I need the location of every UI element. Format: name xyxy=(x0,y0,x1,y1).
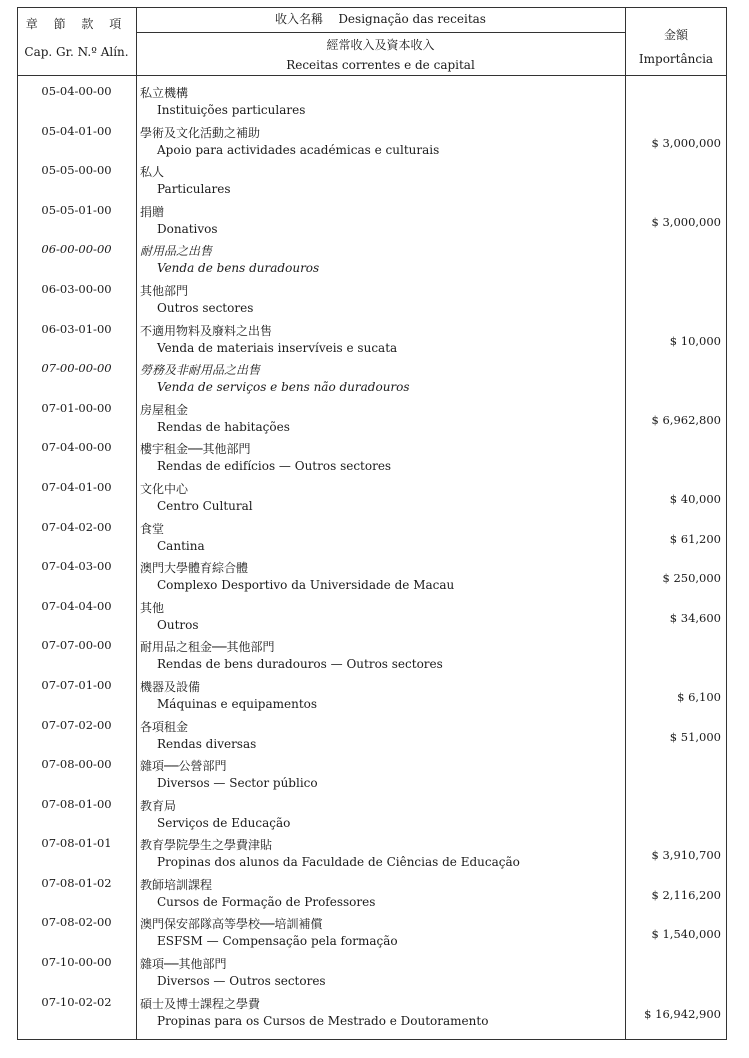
code-header-pt: Cap. Gr. N.º Alín. xyxy=(24,45,129,59)
table-row xyxy=(17,755,727,795)
row-amount: $ 1,540,000 xyxy=(651,927,721,942)
row-designation-pt: Diversos — Outros sectores xyxy=(157,974,326,989)
designation-header-zh: 收入名稱 xyxy=(275,12,324,26)
subheader-zh: 經常收入及資本收入 xyxy=(326,38,435,52)
row-designation-zh: 文化中心 xyxy=(140,481,189,496)
row-designation-pt: Outros sectores xyxy=(157,300,254,315)
amount-header-pt: Importância xyxy=(638,52,714,66)
row-code: 07-07-00-00 xyxy=(41,638,112,653)
header-bottom-rule xyxy=(17,75,727,76)
revenue-rows xyxy=(17,82,727,1032)
row-designation-pt: Venda de materiais inservíveis e sucata xyxy=(157,340,398,355)
row-designation-zh: 捐贈 xyxy=(140,204,165,219)
row-designation-pt: Propinas para os Cursos de Mestrado e Doutoramento xyxy=(157,1013,489,1028)
table-row xyxy=(17,122,727,162)
row-designation-pt: Máquinas e equipamentos xyxy=(157,696,318,711)
row-designation-zh: 碩士及博士課程之學費 xyxy=(140,996,261,1011)
designation-header-pt: Designação das receitas xyxy=(338,12,486,26)
row-code: 07-08-01-01 xyxy=(41,836,112,851)
row-amount: $ 3,910,700 xyxy=(651,848,721,863)
row-code: 05-05-00-00 xyxy=(41,163,112,178)
row-designation-pt: Diversos — Sector público xyxy=(157,776,318,791)
row-code: 07-07-01-00 xyxy=(41,677,112,692)
row-designation-zh: 勞務及非耐用品之出售 xyxy=(140,363,261,378)
row-code: 07-10-02-02 xyxy=(41,994,112,1009)
table-row xyxy=(17,953,727,993)
row-code: 07-08-01-02 xyxy=(41,875,112,890)
row-designation-zh: 澳門保安部隊高等學校──培訓補償 xyxy=(140,917,323,932)
row-code: 07-08-02-00 xyxy=(41,915,112,930)
row-designation-zh: 食堂 xyxy=(140,521,165,536)
row-code: 07-01-00-00 xyxy=(41,400,112,415)
row-amount: $ 51,000 xyxy=(669,729,721,744)
table-row xyxy=(17,557,727,597)
row-code: 06-00-00-00 xyxy=(41,242,112,257)
row-designation-pt: Venda de serviços e bens não duradouros xyxy=(157,380,410,395)
row-designation-zh: 耐用品之租金──其他部門 xyxy=(140,640,275,655)
row-designation-zh: 教師培訓課程 xyxy=(140,877,213,892)
row-code: 07-04-02-00 xyxy=(41,519,112,534)
row-designation-pt: Instituições particulares xyxy=(157,103,306,117)
table-row xyxy=(17,597,727,637)
row-designation-zh: 教育局 xyxy=(140,798,177,813)
row-code: 05-04-00-00 xyxy=(41,84,112,98)
row-code: 07-08-01-00 xyxy=(41,796,112,811)
row-code: 07-08-00-00 xyxy=(41,757,112,772)
table-row xyxy=(17,795,727,835)
row-amount: $ 40,000 xyxy=(669,491,721,506)
row-designation-zh: 機器及設備 xyxy=(140,679,201,694)
row-code: 07-04-04-00 xyxy=(41,598,112,613)
row-amount: $ 6,962,800 xyxy=(651,412,721,427)
row-designation-pt: Donativos xyxy=(157,221,218,236)
row-designation-zh: 不適用物料及廢料之出售 xyxy=(140,323,273,338)
row-code: 07-00-00-00 xyxy=(41,361,112,376)
row-designation-pt: Particulares xyxy=(157,182,231,197)
row-designation-zh: 私人 xyxy=(140,165,165,180)
row-code: 05-04-01-00 xyxy=(41,123,112,138)
row-amount: $ 10,000 xyxy=(669,333,721,348)
table-row xyxy=(17,359,727,399)
row-designation-pt: Outros xyxy=(157,617,199,632)
table-row xyxy=(17,399,727,439)
table-row xyxy=(17,438,727,478)
table-row xyxy=(17,518,727,558)
row-designation-zh: 私立機構 xyxy=(140,86,189,100)
table-row xyxy=(17,240,727,280)
row-designation-pt: Venda de bens duradouros xyxy=(157,261,320,276)
row-designation-pt: Complexo Desportivo da Universidade de Macau xyxy=(157,578,455,593)
table-row xyxy=(17,320,727,360)
row-code: 07-07-02-00 xyxy=(41,717,112,732)
row-designation-pt: Rendas de edifícios — Outros sectores xyxy=(157,459,392,474)
row-designation-zh: 其他部門 xyxy=(140,283,189,298)
row-code: 07-10-00-00 xyxy=(41,955,112,970)
row-amount: $ 2,116,200 xyxy=(651,887,721,902)
row-designation-pt: Serviços de Educação xyxy=(157,815,291,830)
subheader-pt: Receitas correntes e de capital xyxy=(286,58,475,72)
row-code: 06-03-01-00 xyxy=(41,321,112,336)
table-row xyxy=(17,201,727,241)
row-designation-pt: Rendas de bens duradouros — Outros sectores xyxy=(157,657,443,672)
table-row xyxy=(17,161,727,201)
row-code: 05-05-01-00 xyxy=(41,202,112,217)
row-designation-zh: 其他 xyxy=(140,600,165,615)
designation-header xyxy=(136,12,625,26)
row-designation-zh: 房屋租金 xyxy=(140,402,189,417)
row-designation-zh: 雜項──其他部門 xyxy=(140,957,227,972)
row-designation-zh: 各項租金 xyxy=(140,719,189,734)
row-amount: $ 16,942,900 xyxy=(644,1006,721,1021)
row-designation-pt: Rendas diversas xyxy=(157,736,257,751)
row-designation-pt: Cursos de Formação de Professores xyxy=(157,894,376,909)
table-row xyxy=(17,478,727,518)
table-row xyxy=(17,834,727,874)
row-amount: $ 6,100 xyxy=(677,689,721,704)
row-amount: $ 34,600 xyxy=(669,610,721,625)
code-header-zh: 章 節 款 項 xyxy=(25,17,128,31)
table-row xyxy=(17,716,727,756)
row-designation-zh: 澳門大學體育綜合體 xyxy=(140,561,249,576)
row-designation-pt: Rendas de habitações xyxy=(157,419,290,434)
row-designation-pt: Propinas dos alunos da Faculdade de Ciências de Educação xyxy=(157,855,520,870)
amount-header-zh: 金額 xyxy=(663,28,688,42)
table-row xyxy=(17,913,727,953)
table-row xyxy=(17,280,727,320)
row-code: 07-04-01-00 xyxy=(41,479,112,494)
row-amount: $ 3,000,000 xyxy=(651,135,721,150)
table-row xyxy=(17,82,727,122)
row-designation-zh: 學術及文化活動之補助 xyxy=(140,125,261,140)
table-row xyxy=(17,874,727,914)
row-designation-zh: 樓宇租金──其他部門 xyxy=(140,442,251,457)
table-row xyxy=(17,676,727,716)
row-code: 07-04-00-00 xyxy=(41,440,112,455)
row-designation-pt: Apoio para actividades académicas e culturais xyxy=(157,142,440,157)
row-designation-zh: 雜項──公營部門 xyxy=(140,759,227,774)
row-designation-zh: 耐用品之出售 xyxy=(140,244,213,259)
table-row xyxy=(17,993,727,1033)
row-designation-pt: Cantina xyxy=(157,538,205,553)
row-amount: $ 61,200 xyxy=(669,531,721,546)
table-row xyxy=(17,636,727,676)
row-designation-pt: Centro Cultural xyxy=(157,498,253,513)
header-divider xyxy=(136,32,625,33)
row-code: 07-04-03-00 xyxy=(41,559,112,574)
row-amount: $ 250,000 xyxy=(662,571,721,586)
row-code: 06-03-00-00 xyxy=(41,281,112,296)
row-designation-pt: ESFSM — Compensação pela formação xyxy=(157,934,398,949)
row-amount: $ 3,000,000 xyxy=(651,214,721,229)
row-designation-zh: 教育學院學生之學費津貼 xyxy=(140,838,273,853)
